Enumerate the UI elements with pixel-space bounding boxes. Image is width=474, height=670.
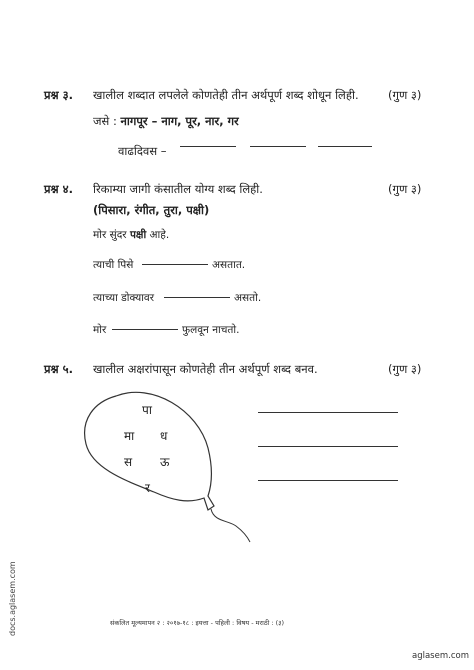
balloon-letter: र [145, 481, 150, 495]
q5-label: प्रश्न ५. [44, 362, 74, 376]
q4-sentence-2-start: त्याच्या डोक्यावर [93, 292, 155, 304]
q3-task-word: वाढदिवस – [118, 144, 167, 158]
q5-text: खालील अक्षरांपासून कोणतेही तीन अर्थपूर्ण शब्द बनव. [93, 362, 318, 376]
q5-marks: (गुण ३) [388, 362, 422, 376]
q3-text: खालील शब्दात लपलेले कोणतेही तीन अर्थपूर्ण शब्द शोधून लिही. [93, 88, 359, 102]
balloon-letter: ऊ [160, 455, 170, 469]
q4-sentence-2-end: असतो. [234, 292, 262, 304]
q3-example [93, 114, 239, 129]
side-watermark: docs.aglasem.com [8, 561, 17, 636]
q5-answer-line-3[interactable] [258, 480, 398, 481]
balloon-drawing [80, 388, 260, 543]
balloon-letter: ध [160, 429, 168, 443]
q4-sentence-3-start: मोर [93, 324, 107, 336]
q3-answer-blank-3[interactable] [318, 146, 372, 147]
q4-blank-3[interactable] [112, 329, 178, 330]
brand-watermark: aglasem.com [412, 651, 469, 661]
q4-example-start: मोर सुंदर [93, 229, 127, 241]
balloon-string [211, 509, 250, 542]
q4-example [93, 228, 169, 242]
q3-example-prefix: जसे : [93, 114, 117, 128]
q4-sentence-1-end: असतात. [212, 259, 246, 271]
q3-example-words: नागपूर – नाग, पूर, नार, गर [120, 114, 239, 128]
q4-sentence-3-end: फुलवून नाचतो. [182, 324, 240, 336]
q4-example-end: आहे. [149, 229, 170, 241]
q4-sentence-1-start: त्याची पिसे [93, 259, 134, 271]
q3-marks: (गुण ३) [388, 88, 422, 102]
q5-answer-line-2[interactable] [258, 446, 398, 447]
q4-label: प्रश्न ४. [44, 182, 74, 196]
q4-blank-2[interactable] [164, 297, 230, 298]
q3-answer-blank-2[interactable] [250, 146, 306, 147]
q4-blank-1[interactable] [142, 264, 208, 265]
q3-answer-blank-1[interactable] [180, 146, 236, 147]
balloon-letter: मा [124, 429, 135, 443]
q5-answer-line-1[interactable] [258, 412, 398, 413]
balloon-letter: पा [142, 403, 152, 417]
page-footer: संकलित मूल्यमापन २ : २०१७-१८ : इयत्ता - पहिली : विषय - मराठी : (३) [110, 619, 285, 627]
q3-label: प्रश्न ३. [44, 88, 74, 102]
q4-text: रिकाम्या जागी कंसातील योग्य शब्द लिही. [93, 182, 263, 196]
q4-example-answer: पक्षी [129, 229, 147, 241]
balloon-letter: स [124, 455, 133, 469]
q4-options: (पिसारा, रंगीत, तुरा, पक्षी) [93, 203, 210, 217]
q4-marks: (गुण ३) [388, 182, 422, 196]
